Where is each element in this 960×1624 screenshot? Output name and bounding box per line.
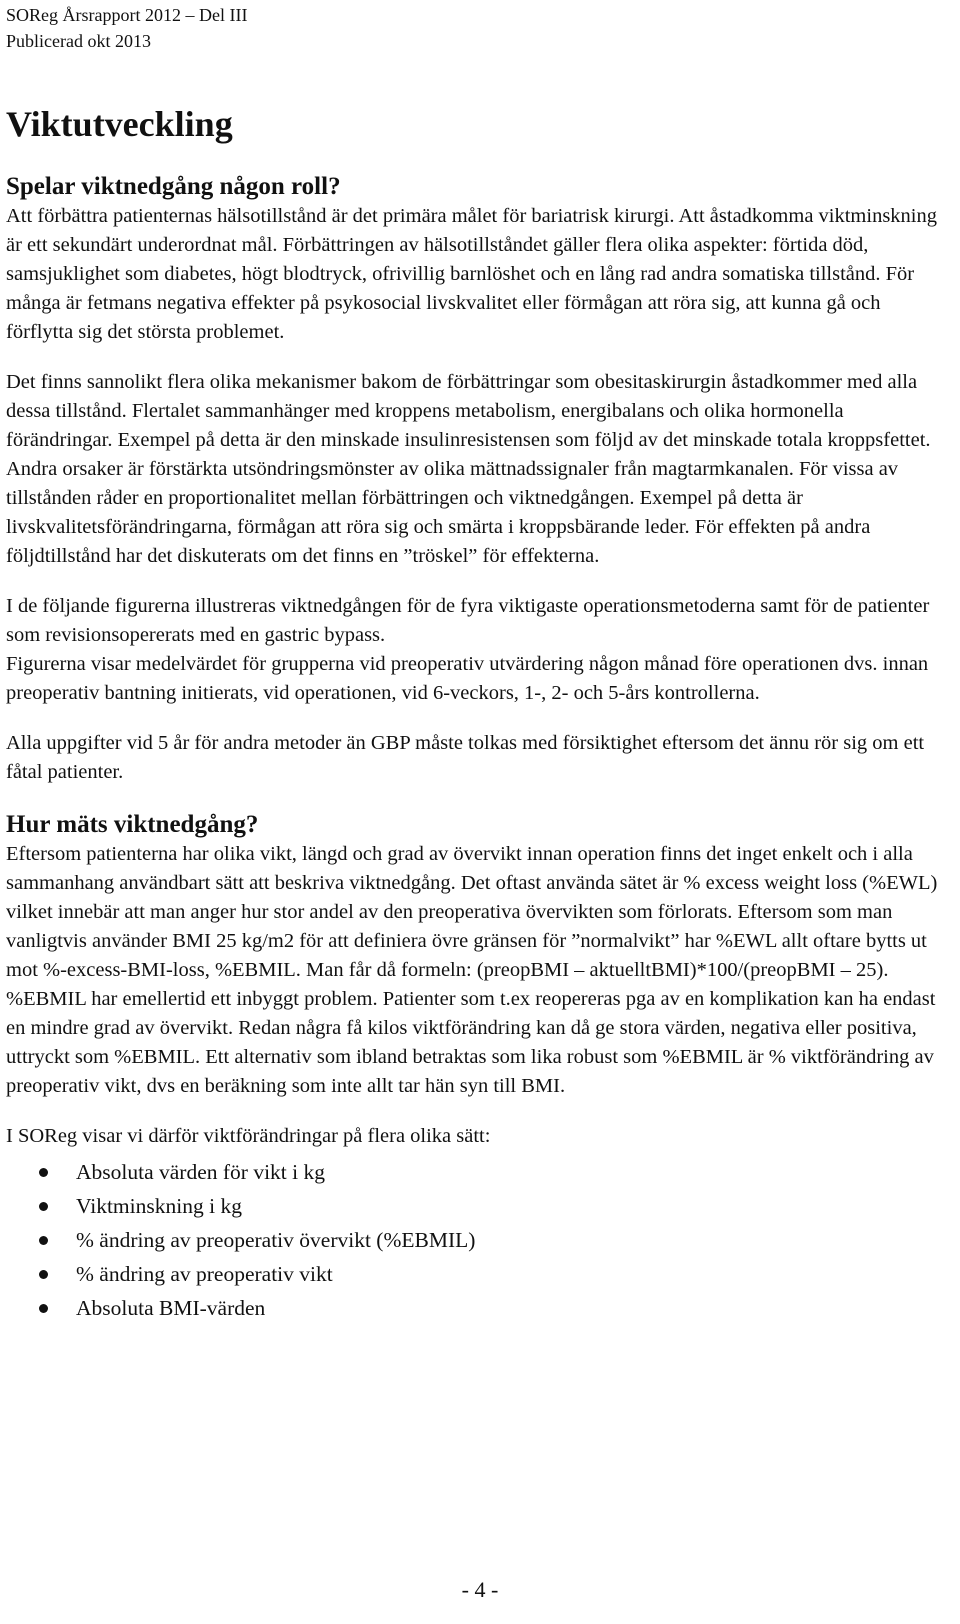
list-item: % ändring av preoperativ övervikt (%EBMIL) xyxy=(6,1223,950,1257)
page-number: - 4 - xyxy=(461,1577,499,1602)
paragraph-purpose: Att förbättra patienternas hälsotillstånd är det primära målet för bariatrisk kirurgi. Att åstadkomma viktminskning är ett sekundärt underordnat mål. Förbättringen av hälsotillståndet gäller flera olika aspekter: förtida död, samsjuklighet som diabetes, högt blodtryck, ofrivillig barnlöshet och en lång rad andra somatiska tillstånd. För många är fetmans negativa effekter på psykosocial livskvalitet eller förmågan att röra sig, att kunna gå och förflytta sig det största problemet. xyxy=(6,205,937,343)
main-content xyxy=(6,94,950,1325)
paragraph-soreg-methods: I SOReg visar vi därför viktförändringar på flera olika sätt: xyxy=(6,1125,491,1147)
list-item: Absoluta värden för vikt i kg xyxy=(6,1155,950,1189)
measurement-list xyxy=(6,1155,950,1325)
section-heading-measurement: Hur mäts viktnedgång? xyxy=(6,811,259,838)
header-publication-date: Publicerad okt 2013 xyxy=(6,31,151,51)
bullet-icon xyxy=(39,1304,48,1313)
bullet-icon xyxy=(39,1202,48,1211)
paragraph-figures-description: Figurerna visar medelvärdet för grupperna vid preoperativ utvärdering någon månad före operationen dvs. innan preoperativ bantning initierats, vid operationen, vid 6-veckors, 1-, 2- och 5-års kontrollerna. xyxy=(6,653,929,704)
section-heading-role: Spelar viktnedgång någon roll? xyxy=(6,173,341,200)
paragraph-figures-intro: I de följande figurerna illustreras viktnedgången för de fyra viktigaste operationsmetoderna samt för de patienter som revisionsopererats med en gastric bypass. xyxy=(6,595,930,646)
list-item: % ändring av preoperativ vikt xyxy=(6,1257,950,1291)
list-item: Absoluta BMI-värden xyxy=(6,1291,950,1325)
page-title: Viktutveckling xyxy=(6,104,233,144)
bullet-icon xyxy=(39,1236,48,1245)
page-header xyxy=(6,2,247,54)
paragraph-measurement: Eftersom patienterna har olika vikt, längd och grad av övervikt innan operation finns det inget enkelt och i alla sammanhang användbart sätt att beskriva viktnedgång. Det oftast använda sätet är % excess weight loss (%EWL) vilket innebär att man anger hur stor andel av den preoperativa övervikten som förlorats. Eftersom som man vanligtvis använder BMI 25 kg/m2 för att definiera övre gränsen för ”normalvikt” har %EWL allt oftare bytts ut mot %-excess-BMI-loss, %EBMIL. Man får då formeln: (preopBMI – aktuelltBMI)*100/(preopBMI – 25). %EBMIL har emellertid ett inbyggt problem. Patienter som t.ex reopereras pga av en komplikation kan ha endast en mindre grad av övervikt. Redan några få kilos viktförändring kan då ge stora värden, negativa eller positiva, uttryckt som %EBMIL. Ett alternativ som ibland betraktas som lika robust som %EBMIL är % viktförändring av preoperativ vikt, dvs en beräkning som inte allt tar hän syn till BMI. xyxy=(6,843,938,1097)
bullet-icon xyxy=(39,1270,48,1279)
paragraph-mechanisms: Det finns sannolikt flera olika mekanismer bakom de förbättringar som obesitaskirurgin åstadkommer med alla dessa tillstånd. Flertalet sammanhänger med kroppens metabolism, energibalans och olika hormonella förändringar. Exempel på detta är den minskade insulinresistensen som följd av det minskade totala kroppsfettet. Andra orsaker är förstärkta utsöndringsmönster av olika mättnadssignaler från magtarmkanalen. För vissa av tillstånden råder en proportionalitet mellan förbättringen och viktnedgången. Exempel på detta är livskvalitetsförändringarna, förmågan att röra sig och smärta i kroppsbärande leder. För effekten på andra följdtillstånd har det diskuterats om det finns en ”tröskel” för effekterna. xyxy=(6,371,931,567)
bullet-icon xyxy=(39,1168,48,1177)
list-item: Viktminskning i kg xyxy=(6,1189,950,1223)
header-report-title: SOReg Årsrapport 2012 – Del III xyxy=(6,5,248,25)
paragraph-caution: Alla uppgifter vid 5 år för andra metoder än GBP måste tolkas med försiktighet eftersom det ännu rör sig om ett fåtal patienter. xyxy=(6,732,925,783)
